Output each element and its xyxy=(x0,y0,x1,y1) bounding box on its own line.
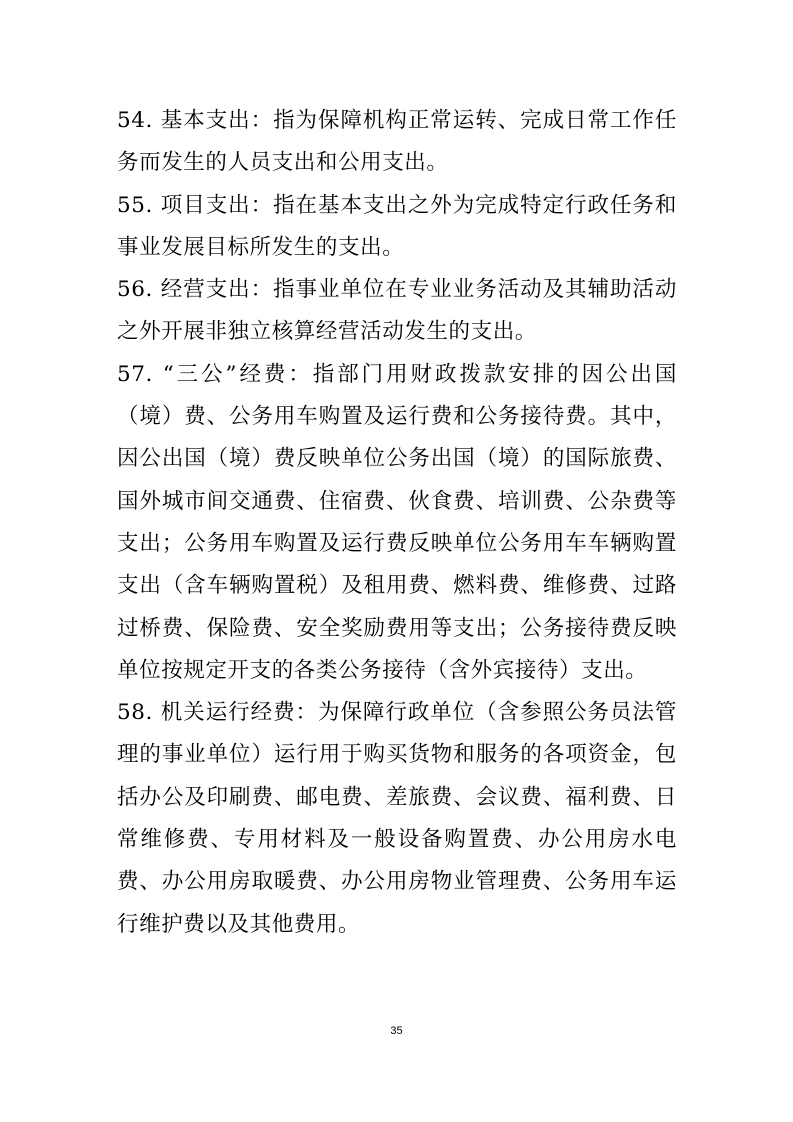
glossary-entry-58 xyxy=(117,692,677,946)
entry-term: 58. 机关运行经费： xyxy=(117,700,318,726)
glossary-entry-56 xyxy=(117,269,677,354)
glossary-content xyxy=(117,100,677,946)
glossary-entry-54 xyxy=(117,100,677,185)
entry-definition: 指部门用财政拨款安排的因公出国（境）费、公务用车购置及运行费和公务接待费。其中，因公出国（境）费反映单位公务出国（境）的国际旅费、国外城市间交通费、住宿费、伙食费、培训费、公杂费等支出；公务用车购置及运行费反映单位公务用车车辆购置支出（含车辆购置税）及租用费、燃料费、维修费、过路过桥费、保险费、安全奖励费用等支出；公务接待费反映单位按规定开支的各类公务接待（含外宾接待）支出。 xyxy=(117,361,677,683)
entry-definition: 指为保障机构正常运转、完成日常工作任务而发生的人员支出和公用支出。 xyxy=(117,108,677,176)
entry-term: 56. 经营支出： xyxy=(117,277,274,303)
entry-term: 57. “三公”经费： xyxy=(117,361,313,387)
entry-term: 54. 基本支出： xyxy=(117,108,274,133)
page-number: 35 xyxy=(390,1025,403,1037)
entry-term: 55. 项目支出： xyxy=(117,192,274,218)
glossary-entry-55 xyxy=(117,185,677,270)
entry-definition: 指在基本支出之外为完成特定行政任务和事业发展目标所发生的支出。 xyxy=(117,192,677,260)
entry-definition: 指事业单位在专业业务活动及其辅助活动之外开展非独立核算经营活动发生的支出。 xyxy=(117,277,677,345)
glossary-entry-57 xyxy=(117,354,677,692)
entry-definition: 为保障行政单位（含参照公务员法管理的事业单位）运行用于购买货物和服务的各项资金，包括办公及印刷费、邮电费、差旅费、会议费、福利费、日常维修费、专用材料及一般设备购置费、办公用房水电费、办公用房取暖费、办公用房物业管理费、公务用车运行维护费以及其他费用。 xyxy=(117,700,677,937)
